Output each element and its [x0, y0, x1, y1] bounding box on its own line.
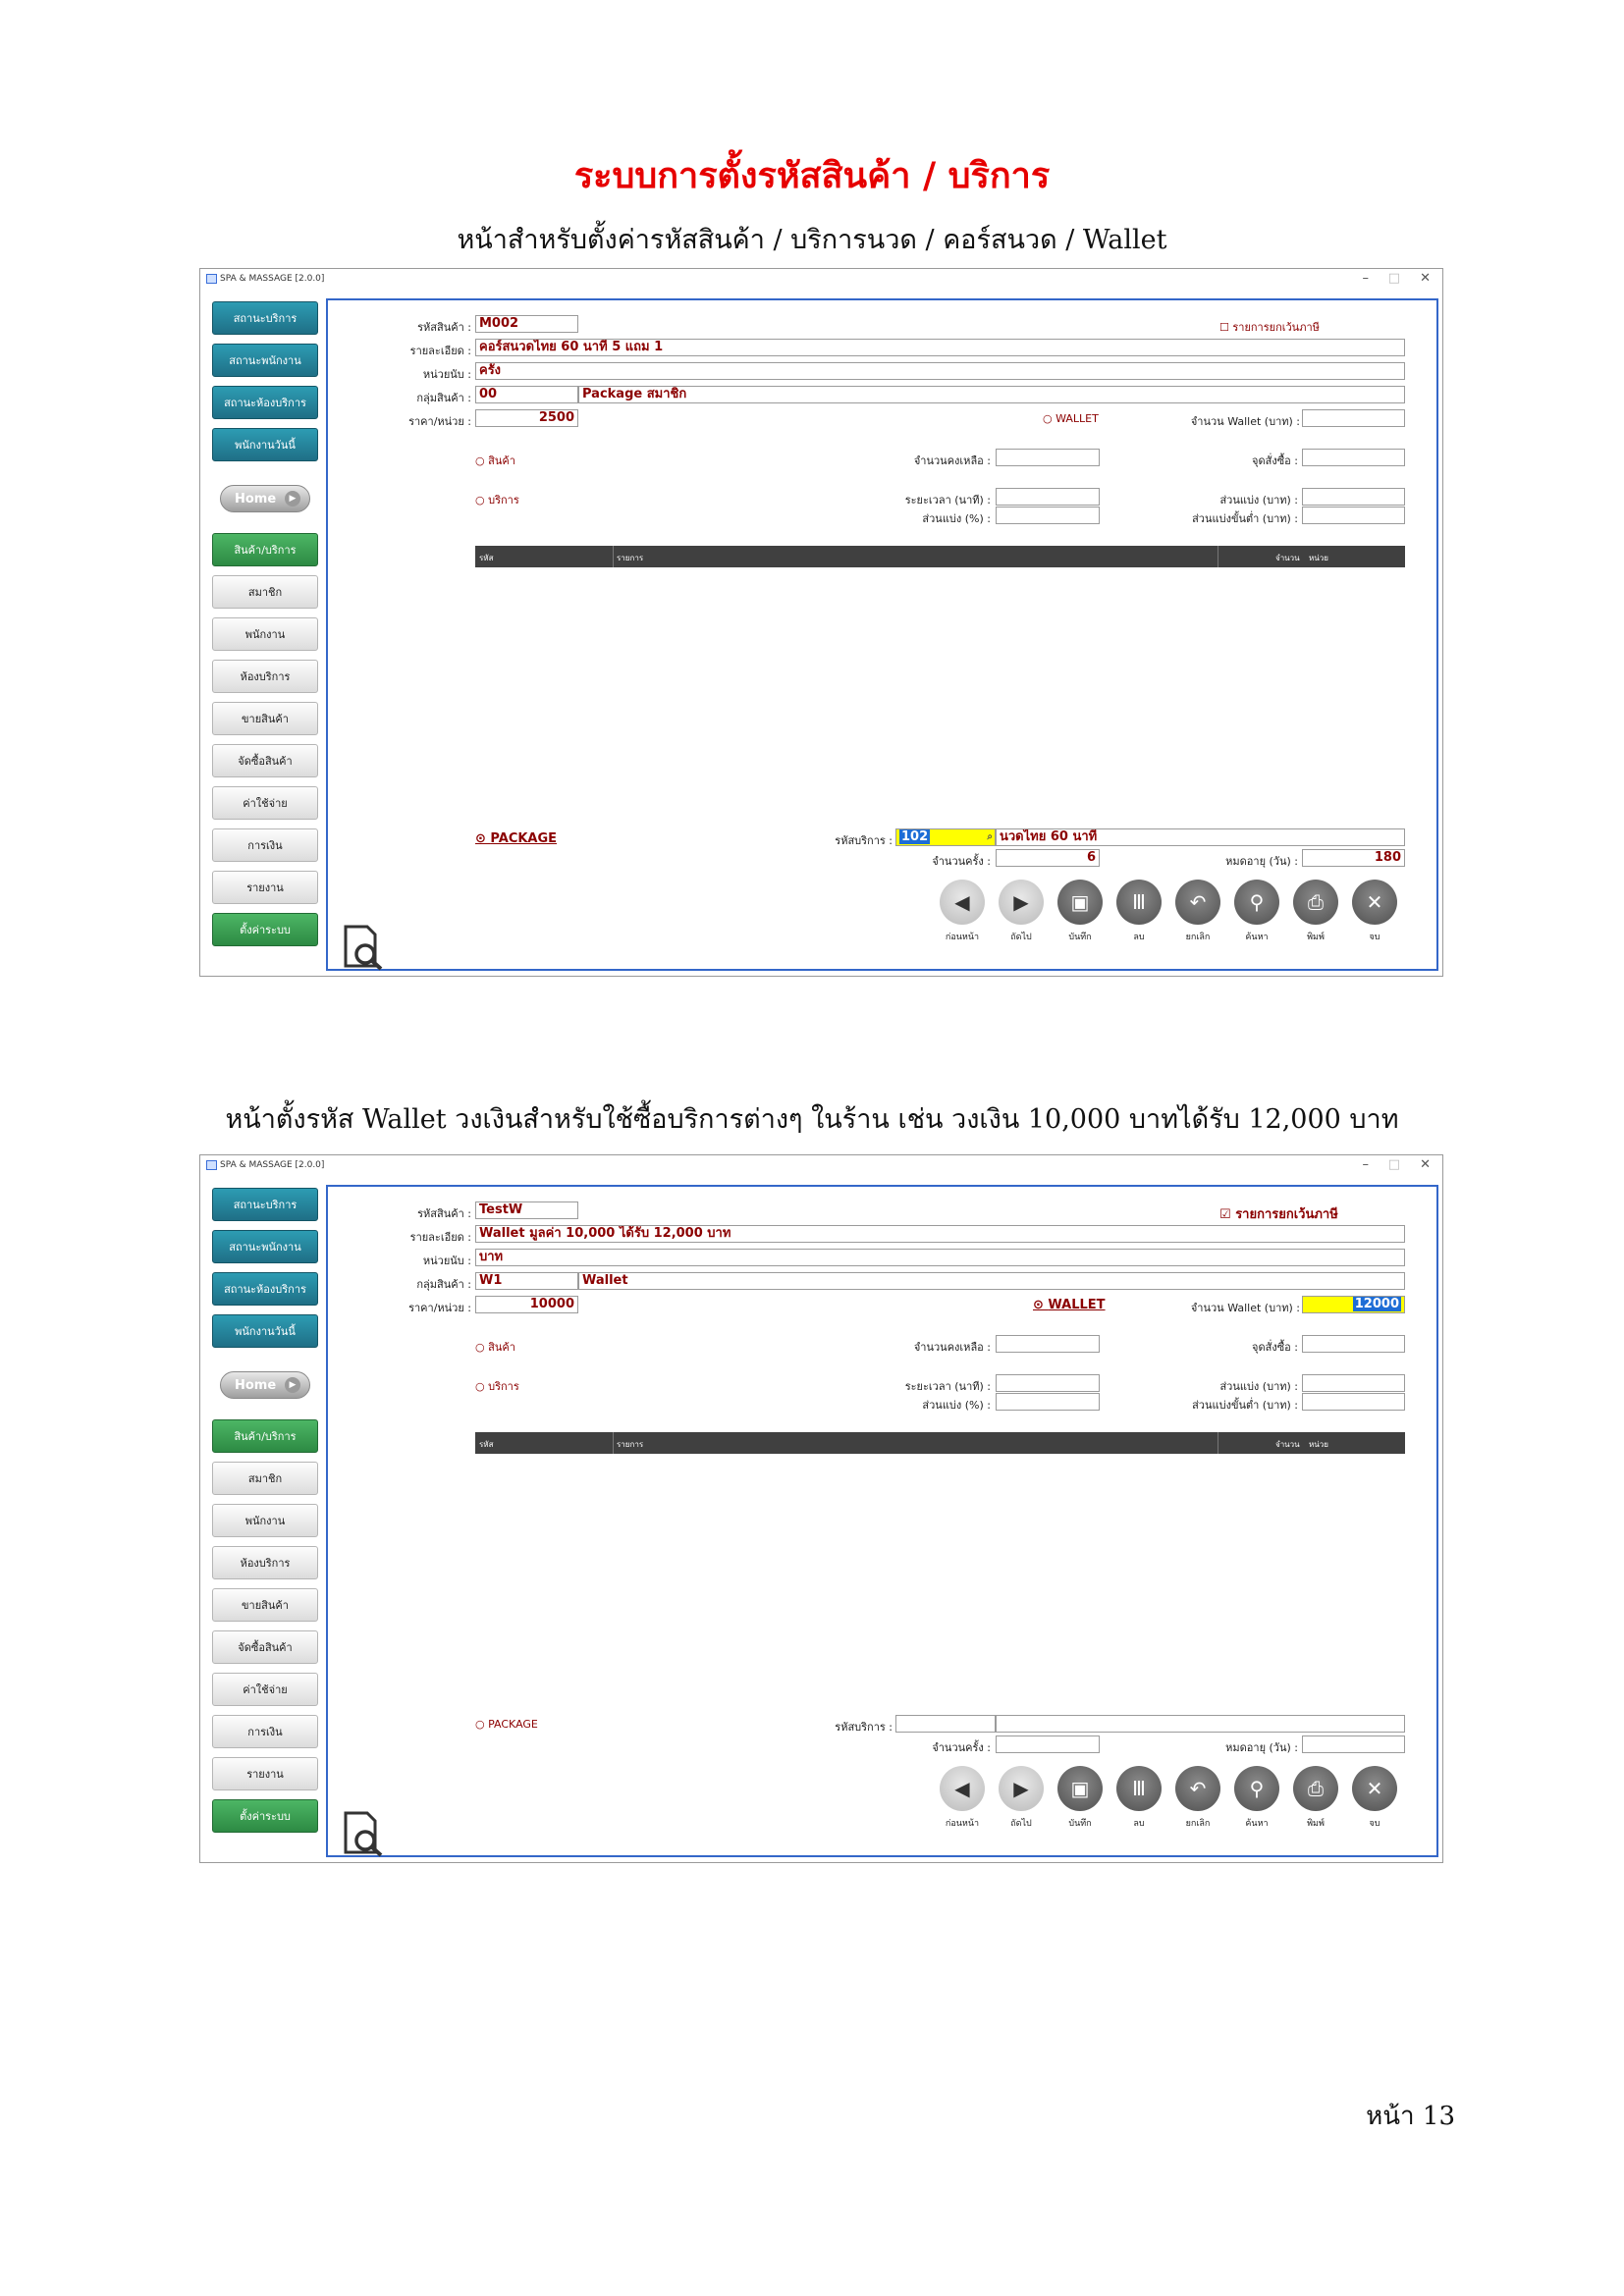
package-radio-label: PACKAGE: [490, 831, 558, 846]
sidebar-item-sales[interactable]: ขายสินค้า: [212, 1588, 318, 1622]
exit-label: จบ: [1369, 1819, 1380, 1829]
service-name-field: [996, 1715, 1405, 1733]
group-name-field: Package สมาชิก: [578, 386, 1405, 403]
exit-icon[interactable]: ✕: [1352, 1766, 1397, 1811]
service-code-field[interactable]: [895, 828, 996, 846]
stock-field[interactable]: [996, 1335, 1100, 1353]
share-baht-field[interactable]: [1302, 488, 1405, 506]
grid-header-item: รายการ: [617, 1440, 644, 1449]
app-icon: [206, 274, 217, 284]
package-radio[interactable]: ○ PACKAGE: [475, 1718, 538, 1731]
wallet-form: [326, 1185, 1438, 1857]
wallet-radio[interactable]: ○ WALLET: [1043, 412, 1099, 425]
service-code-value: 102: [901, 829, 929, 844]
service-radio-label: บริการ: [488, 494, 519, 507]
next-label: ถัดไป: [1010, 933, 1032, 942]
share-baht-label: ส่วนแบ่ง (บาท) :: [1219, 494, 1298, 507]
exit-icon[interactable]: ✕: [1352, 880, 1397, 925]
sidebar-item-purchasing[interactable]: จัดซื้อสินค้า: [212, 1630, 318, 1664]
service-radio[interactable]: ○ บริการ: [475, 1380, 519, 1393]
title-bar: [200, 1155, 1442, 1177]
share-pct-label: ส่วนแบ่ง (%) :: [922, 1399, 991, 1412]
stock-field[interactable]: [996, 449, 1100, 466]
share-pct-field[interactable]: [996, 1393, 1100, 1411]
product-radio[interactable]: ○ สินค้า: [475, 1341, 515, 1354]
sidebar-item-settings[interactable]: ตั้งค่าระบบ: [212, 913, 318, 946]
next-icon[interactable]: ▶: [999, 1766, 1044, 1811]
stock-label: จำนวนคงเหลือ :: [913, 1341, 991, 1354]
app-window-1: [199, 268, 1443, 977]
service-name-field: นวดไทย 60 นาที: [996, 828, 1405, 846]
grid-header-unit: หน่วย: [1309, 554, 1328, 562]
detail-label: รายละเอียด :: [409, 345, 471, 357]
reorder-label: จุดสั่งซื้อ :: [1252, 1341, 1298, 1354]
product-radio-label: สินค้า: [488, 454, 515, 467]
times-label: จำนวนครั้ง :: [932, 1741, 991, 1754]
app-icon: [206, 1160, 217, 1170]
sidebar-item-service-status[interactable]: สถานะบริการ: [212, 1188, 318, 1221]
search-label: ค้นหา: [1245, 1819, 1269, 1829]
duration-field[interactable]: [996, 1374, 1100, 1392]
save-icon[interactable]: ▣: [1057, 1766, 1103, 1811]
sidebar-item-finance[interactable]: การเงิน: [212, 828, 318, 862]
detail-label: รายละเอียด :: [409, 1231, 471, 1244]
caption-2: หน้าตั้งรหัส Wallet วงเงินสำหรับใช้ซื้อบริการต่างๆ ในร้าน เช่น วงเงิน 10,000 บาทได้รับ 12,000 บาท: [225, 1104, 1399, 1135]
wallet-amount-field[interactable]: [1302, 409, 1405, 427]
prev-label: ก่อนหน้า: [945, 933, 980, 942]
maximize-icon[interactable]: □: [1387, 1157, 1400, 1172]
undo-icon[interactable]: ↶: [1175, 1766, 1220, 1811]
reorder-label: จุดสั่งซื้อ :: [1252, 454, 1298, 467]
exit-label: จบ: [1369, 933, 1380, 942]
unit-field[interactable]: บาท: [475, 1249, 1405, 1266]
print-icon[interactable]: ⎙: [1293, 880, 1338, 925]
group-code-field[interactable]: W1: [475, 1272, 578, 1290]
share-min-label: ส่วนแบ่งขั้นต่ำ (บาท) :: [1192, 512, 1298, 525]
package-radio-label: PACKAGE: [488, 1718, 538, 1731]
expire-label: หมดอายุ (วัน) :: [1225, 1741, 1298, 1754]
share-min-label: ส่วนแบ่งขั้นต่ำ (บาท) :: [1192, 1399, 1298, 1412]
prev-icon[interactable]: ◀: [940, 880, 985, 925]
code-field[interactable]: TestW: [475, 1201, 578, 1219]
grid-header-unit: หน่วย: [1309, 1440, 1328, 1449]
code-field[interactable]: M002: [475, 315, 578, 333]
minimize-icon[interactable]: –: [1362, 271, 1369, 286]
reorder-field[interactable]: [1302, 1335, 1405, 1353]
close-icon[interactable]: ✕: [1420, 1157, 1431, 1172]
product-form: [326, 298, 1438, 971]
play-icon: ▶: [285, 1377, 300, 1393]
prev-label: ก่อนหน้า: [945, 1819, 980, 1829]
delete-icon[interactable]: Ⅲ: [1116, 1766, 1162, 1811]
price-field[interactable]: 10000: [475, 1296, 578, 1313]
sidebar-item-finance[interactable]: การเงิน: [212, 1715, 318, 1748]
print-label: พิมพ์: [1307, 1819, 1325, 1829]
title-bar: [200, 269, 1442, 291]
service-code-label: รหัสบริการ :: [835, 834, 893, 847]
price-label: ราคา/หน่วย :: [408, 415, 471, 428]
product-radio-label: สินค้า: [488, 1341, 515, 1354]
grid-header-item: รายการ: [617, 554, 644, 562]
duration-field[interactable]: [996, 488, 1100, 506]
next-label: ถัดไป: [1010, 1819, 1032, 1829]
times-field[interactable]: 6: [996, 849, 1100, 867]
print-label: พิมพ์: [1307, 933, 1325, 942]
sidebar-item-members[interactable]: สมาชิก: [212, 1462, 318, 1495]
maximize-icon[interactable]: □: [1387, 271, 1400, 286]
sidebar-item-reports[interactable]: รายงาน: [212, 1757, 318, 1790]
times-label: จำนวนครั้ง :: [932, 855, 991, 868]
wallet-radio[interactable]: ⊙ WALLET: [1033, 1298, 1106, 1312]
sidebar-item-employees[interactable]: พนักงาน: [212, 617, 318, 651]
grid-header-code: รหัส: [479, 1440, 494, 1449]
save-label: บันทึก: [1068, 1819, 1092, 1829]
duration-label: ระยะเวลา (นาที) :: [904, 1380, 991, 1393]
price-field[interactable]: 2500: [475, 409, 578, 427]
tax-exempt-label: รายการยกเว้นภาษี: [1232, 321, 1320, 334]
sidebar-item-room-status[interactable]: สถานะห้องบริการ: [212, 386, 318, 419]
stock-label: จำนวนคงเหลือ :: [913, 454, 991, 467]
undo-label: ยกเลิก: [1185, 933, 1211, 942]
package-grid-header: [475, 1432, 1405, 1454]
home-label: Home: [235, 1378, 277, 1393]
wallet-amount-field[interactable]: [1302, 1296, 1405, 1313]
window-title: SPA & MASSAGE [2.0.0]: [220, 274, 325, 284]
sidebar-item-service-status[interactable]: สถานะบริการ: [212, 301, 318, 335]
code-label: รหัสสินค้า :: [417, 1207, 471, 1220]
group-label: กลุ่มสินค้า :: [416, 1278, 471, 1291]
sidebar-item-sales[interactable]: ขายสินค้า: [212, 702, 318, 735]
service-code-field[interactable]: [895, 1715, 996, 1733]
sidebar-item-reports[interactable]: รายงาน: [212, 871, 318, 904]
document-title: ระบบการตั้งรหัสสินค้า / บริการ: [573, 155, 1051, 196]
expire-label: หมดอายุ (วัน) :: [1225, 855, 1298, 868]
grid-header-qty: จำนวน: [1275, 1440, 1300, 1449]
price-label: ราคา/หน่วย :: [408, 1302, 471, 1314]
close-icon[interactable]: ✕: [1420, 271, 1431, 286]
wallet-radio-label: WALLET: [1056, 412, 1099, 425]
sidebar-item-settings[interactable]: ตั้งค่าระบบ: [212, 1799, 318, 1833]
home-button[interactable]: [220, 1371, 310, 1399]
expire-field[interactable]: 180: [1302, 849, 1405, 867]
lookup-icon[interactable]: ⌕: [987, 831, 993, 842]
share-min-field[interactable]: [1302, 507, 1405, 524]
expire-field[interactable]: [1302, 1735, 1405, 1753]
prev-icon[interactable]: ◀: [940, 1766, 985, 1811]
share-pct-label: ส่วนแบ่ง (%) :: [922, 512, 991, 525]
share-min-field[interactable]: [1302, 1393, 1405, 1411]
sidebar-item-rooms[interactable]: ห้องบริการ: [212, 1546, 318, 1579]
sidebar-item-expenses[interactable]: ค่าใช้จ่าย: [212, 786, 318, 820]
document-search-icon[interactable]: [340, 923, 385, 972]
package-grid-header: [475, 546, 1405, 567]
sidebar-item-products[interactable]: สินค้า/บริการ: [212, 533, 318, 566]
search-icon[interactable]: ⚲: [1234, 1766, 1279, 1811]
sidebar-item-members[interactable]: สมาชิก: [212, 575, 318, 609]
share-baht-label: ส่วนแบ่ง (บาท) :: [1219, 1380, 1298, 1393]
save-label: บันทึก: [1068, 933, 1092, 942]
app-window-2: [199, 1154, 1443, 1863]
search-icon[interactable]: ⚲: [1234, 880, 1279, 925]
code-label: รหัสสินค้า :: [417, 321, 471, 334]
group-label: กลุ่มสินค้า :: [416, 392, 471, 404]
sidebar-item-staff-status[interactable]: สถานะพนักงาน: [212, 344, 318, 377]
package-radio[interactable]: ⊙ PACKAGE: [475, 831, 558, 846]
wallet-radio-label: WALLET: [1048, 1298, 1106, 1312]
delete-label: ลบ: [1133, 933, 1145, 942]
tax-exempt-checkbox[interactable]: ☑ รายการยกเว้นภาษี: [1219, 1207, 1338, 1222]
delete-label: ลบ: [1133, 1819, 1145, 1829]
document-search-icon[interactable]: [340, 1809, 385, 1858]
service-code-label: รหัสบริการ :: [835, 1721, 893, 1734]
undo-label: ยกเลิก: [1185, 1819, 1211, 1829]
undo-icon[interactable]: ↶: [1175, 880, 1220, 925]
times-field[interactable]: [996, 1735, 1100, 1753]
tax-exempt-checkbox[interactable]: ☐ รายการยกเว้นภาษี: [1219, 321, 1320, 334]
print-icon[interactable]: ⎙: [1293, 1766, 1338, 1811]
sidebar-item-room-status[interactable]: สถานะห้องบริการ: [212, 1272, 318, 1306]
duration-label: ระยะเวลา (นาที) :: [904, 494, 991, 507]
minimize-icon[interactable]: –: [1362, 1157, 1369, 1172]
wallet-amount-label: จำนวน Wallet (บาท) :: [1190, 415, 1300, 428]
wallet-amount-label: จำนวน Wallet (บาท) :: [1190, 1302, 1300, 1314]
sidebar-item-employees[interactable]: พนักงาน: [212, 1504, 318, 1537]
page-number: หน้า 13: [1366, 2102, 1455, 2131]
grid-header-qty: จำนวน: [1275, 554, 1300, 562]
home-label: Home: [235, 492, 277, 507]
sidebar-item-purchasing[interactable]: จัดซื้อสินค้า: [212, 744, 318, 777]
sidebar-item-expenses[interactable]: ค่าใช้จ่าย: [212, 1673, 318, 1706]
sidebar-item-staff-today[interactable]: พนักงานวันนี้: [212, 428, 318, 461]
detail-field[interactable]: คอร์สนวดไทย 60 นาที 5 แถม 1: [475, 339, 1405, 356]
unit-label: หน่วยนับ :: [422, 1255, 471, 1267]
sidebar-item-staff-today[interactable]: พนักงานวันนี้: [212, 1314, 318, 1348]
product-radio[interactable]: ○ สินค้า: [475, 454, 515, 467]
grid-header-code: รหัส: [479, 554, 494, 562]
search-label: ค้นหา: [1245, 933, 1269, 942]
sidebar-item-products[interactable]: สินค้า/บริการ: [212, 1419, 318, 1453]
window-title: SPA & MASSAGE [2.0.0]: [220, 1160, 325, 1170]
service-radio[interactable]: ○ บริการ: [475, 494, 519, 507]
tax-exempt-label: รายการยกเว้นภาษี: [1235, 1207, 1338, 1222]
detail-field[interactable]: Wallet มูลค่า 10,000 ได้รับ 12,000 บาท: [475, 1225, 1405, 1243]
sidebar-item-staff-status[interactable]: สถานะพนักงาน: [212, 1230, 318, 1263]
caption-1: หน้าสำหรับตั้งค่ารหัสสินค้า / บริการนวด / คอร์สนวด / Wallet: [457, 225, 1167, 255]
reorder-field[interactable]: [1302, 449, 1405, 466]
share-baht-field[interactable]: [1302, 1374, 1405, 1392]
sidebar-item-rooms[interactable]: ห้องบริการ: [212, 660, 318, 693]
next-icon[interactable]: ▶: [999, 880, 1044, 925]
service-radio-label: บริการ: [488, 1380, 519, 1393]
group-name-field: Wallet: [578, 1272, 1405, 1290]
wallet-amount-value: 12000: [1354, 1297, 1399, 1311]
group-code-field[interactable]: 00: [475, 386, 578, 403]
unit-field[interactable]: ครั้ง: [475, 362, 1405, 380]
home-button[interactable]: [220, 485, 310, 512]
delete-icon[interactable]: Ⅲ: [1116, 880, 1162, 925]
play-icon: ▶: [285, 491, 300, 507]
unit-label: หน่วยนับ :: [422, 368, 471, 381]
share-pct-field[interactable]: [996, 507, 1100, 524]
save-icon[interactable]: ▣: [1057, 880, 1103, 925]
